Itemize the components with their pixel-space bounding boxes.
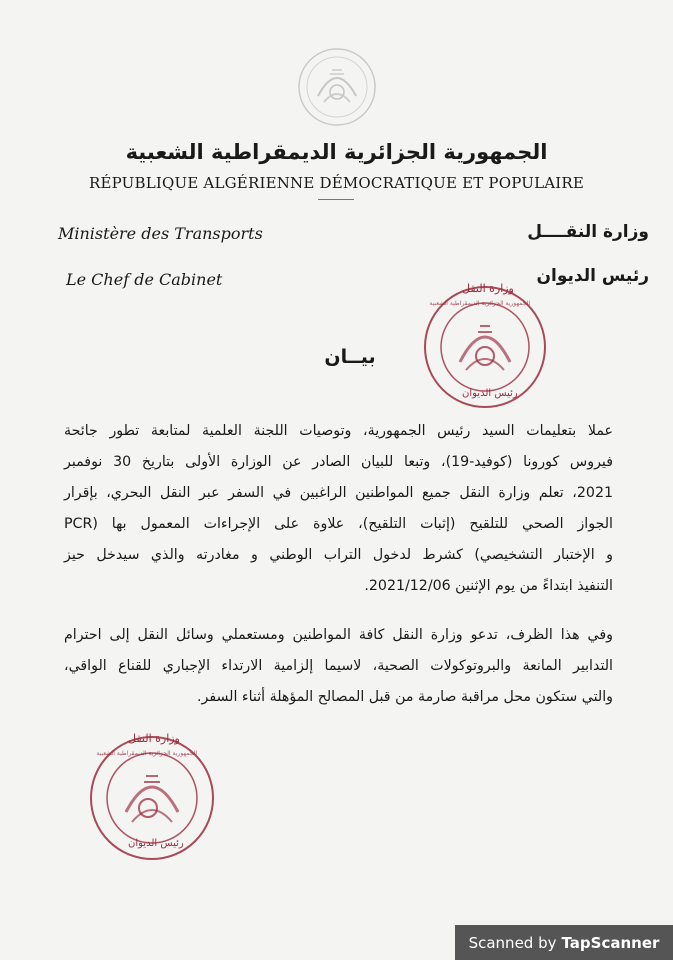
stamp-top-ministry-text: وزارة النقل — [462, 282, 514, 295]
paragraph-line: والتي ستكون محل مراقبة صارمة من قبل المصالح المؤهلة أثناء السفر. — [196, 689, 613, 705]
paragraph-line: فيروس كورونا (كوفيد-19)، وتبعا للبيان الصادر عن الوزارة الأولى بتاريخ 30 نوفمبر — [64, 454, 613, 470]
paragraph-line: الجواز الصحي للتلقيح (إثبات التلقيح)، علاوة على الإجراءات المعمول بها (PCR — [64, 516, 613, 532]
statement-title: بيــان — [324, 346, 376, 368]
ministry-french: Ministère des Transports — [58, 224, 263, 243]
watermark-prefix: Scanned by — [468, 933, 557, 952]
watermark-brand: TapScanner — [561, 933, 660, 952]
paragraph-line: التدابير المانعة والبروتوكولات الصحية، لاسيما إلزامية الارتداء الإجباري للقناع الواقي، — [64, 658, 613, 674]
algeria-emblem-icon — [296, 46, 378, 128]
body-paragraph-1 — [64, 416, 613, 602]
header-arabic-republic: الجمهورية الجزائرية الديمقراطية الشعبية — [125, 140, 548, 164]
stamp-bottom-chief-text: رئيس الديوان — [128, 838, 184, 849]
header-divider — [318, 199, 354, 200]
scanner-watermark — [455, 925, 673, 960]
ministry-arabic: وزارة النقــــل — [527, 222, 649, 242]
paragraph-line: و الإختبار التشخيصي) كشرط لدخول التراب الوطني و مغادرته والذي سيدخل حيز — [64, 547, 613, 563]
paragraph-line: عملا بتعليمات السيد رئيس الجمهورية، وتوصيات اللجنة العلمية لمتابعة تطور جائحة — [64, 423, 613, 439]
stamp-top-chief-text: رئيس الديوان — [462, 388, 518, 399]
chief-of-cabinet-french: Le Chef de Cabinet — [66, 270, 223, 289]
stamp-top-inner-text: الجمهورية الجزائرية الديمقراطية الشعبية — [429, 300, 530, 307]
stamp-bottom-ministry-text: وزارة النقل — [128, 732, 180, 745]
paragraph-line: 2021، تعلم وزارة النقل جميع المواطنين الراغبين في السفر عبر النقل البحري، بإقرار — [64, 485, 613, 501]
chief-of-cabinet-arabic: رئيس الديوان — [536, 266, 649, 286]
stamp-bottom-inner-text: الجمهورية الجزائرية الديمقراطية الشعبية — [96, 750, 197, 757]
paragraph-line: وفي هذا الظرف، تدعو وزارة النقل كافة المواطنين ومستعملي وسائل النقل إلى احترام — [64, 627, 613, 643]
body-paragraph-2 — [64, 620, 613, 713]
paragraph-line: التنفيذ ابتداءً من يوم الإثنين 2021/12/06. — [364, 578, 613, 594]
header-french-republic: RÉPUBLIQUE ALGÉRIENNE DÉMOCRATIQUE ET POPULAIRE — [88, 174, 585, 192]
